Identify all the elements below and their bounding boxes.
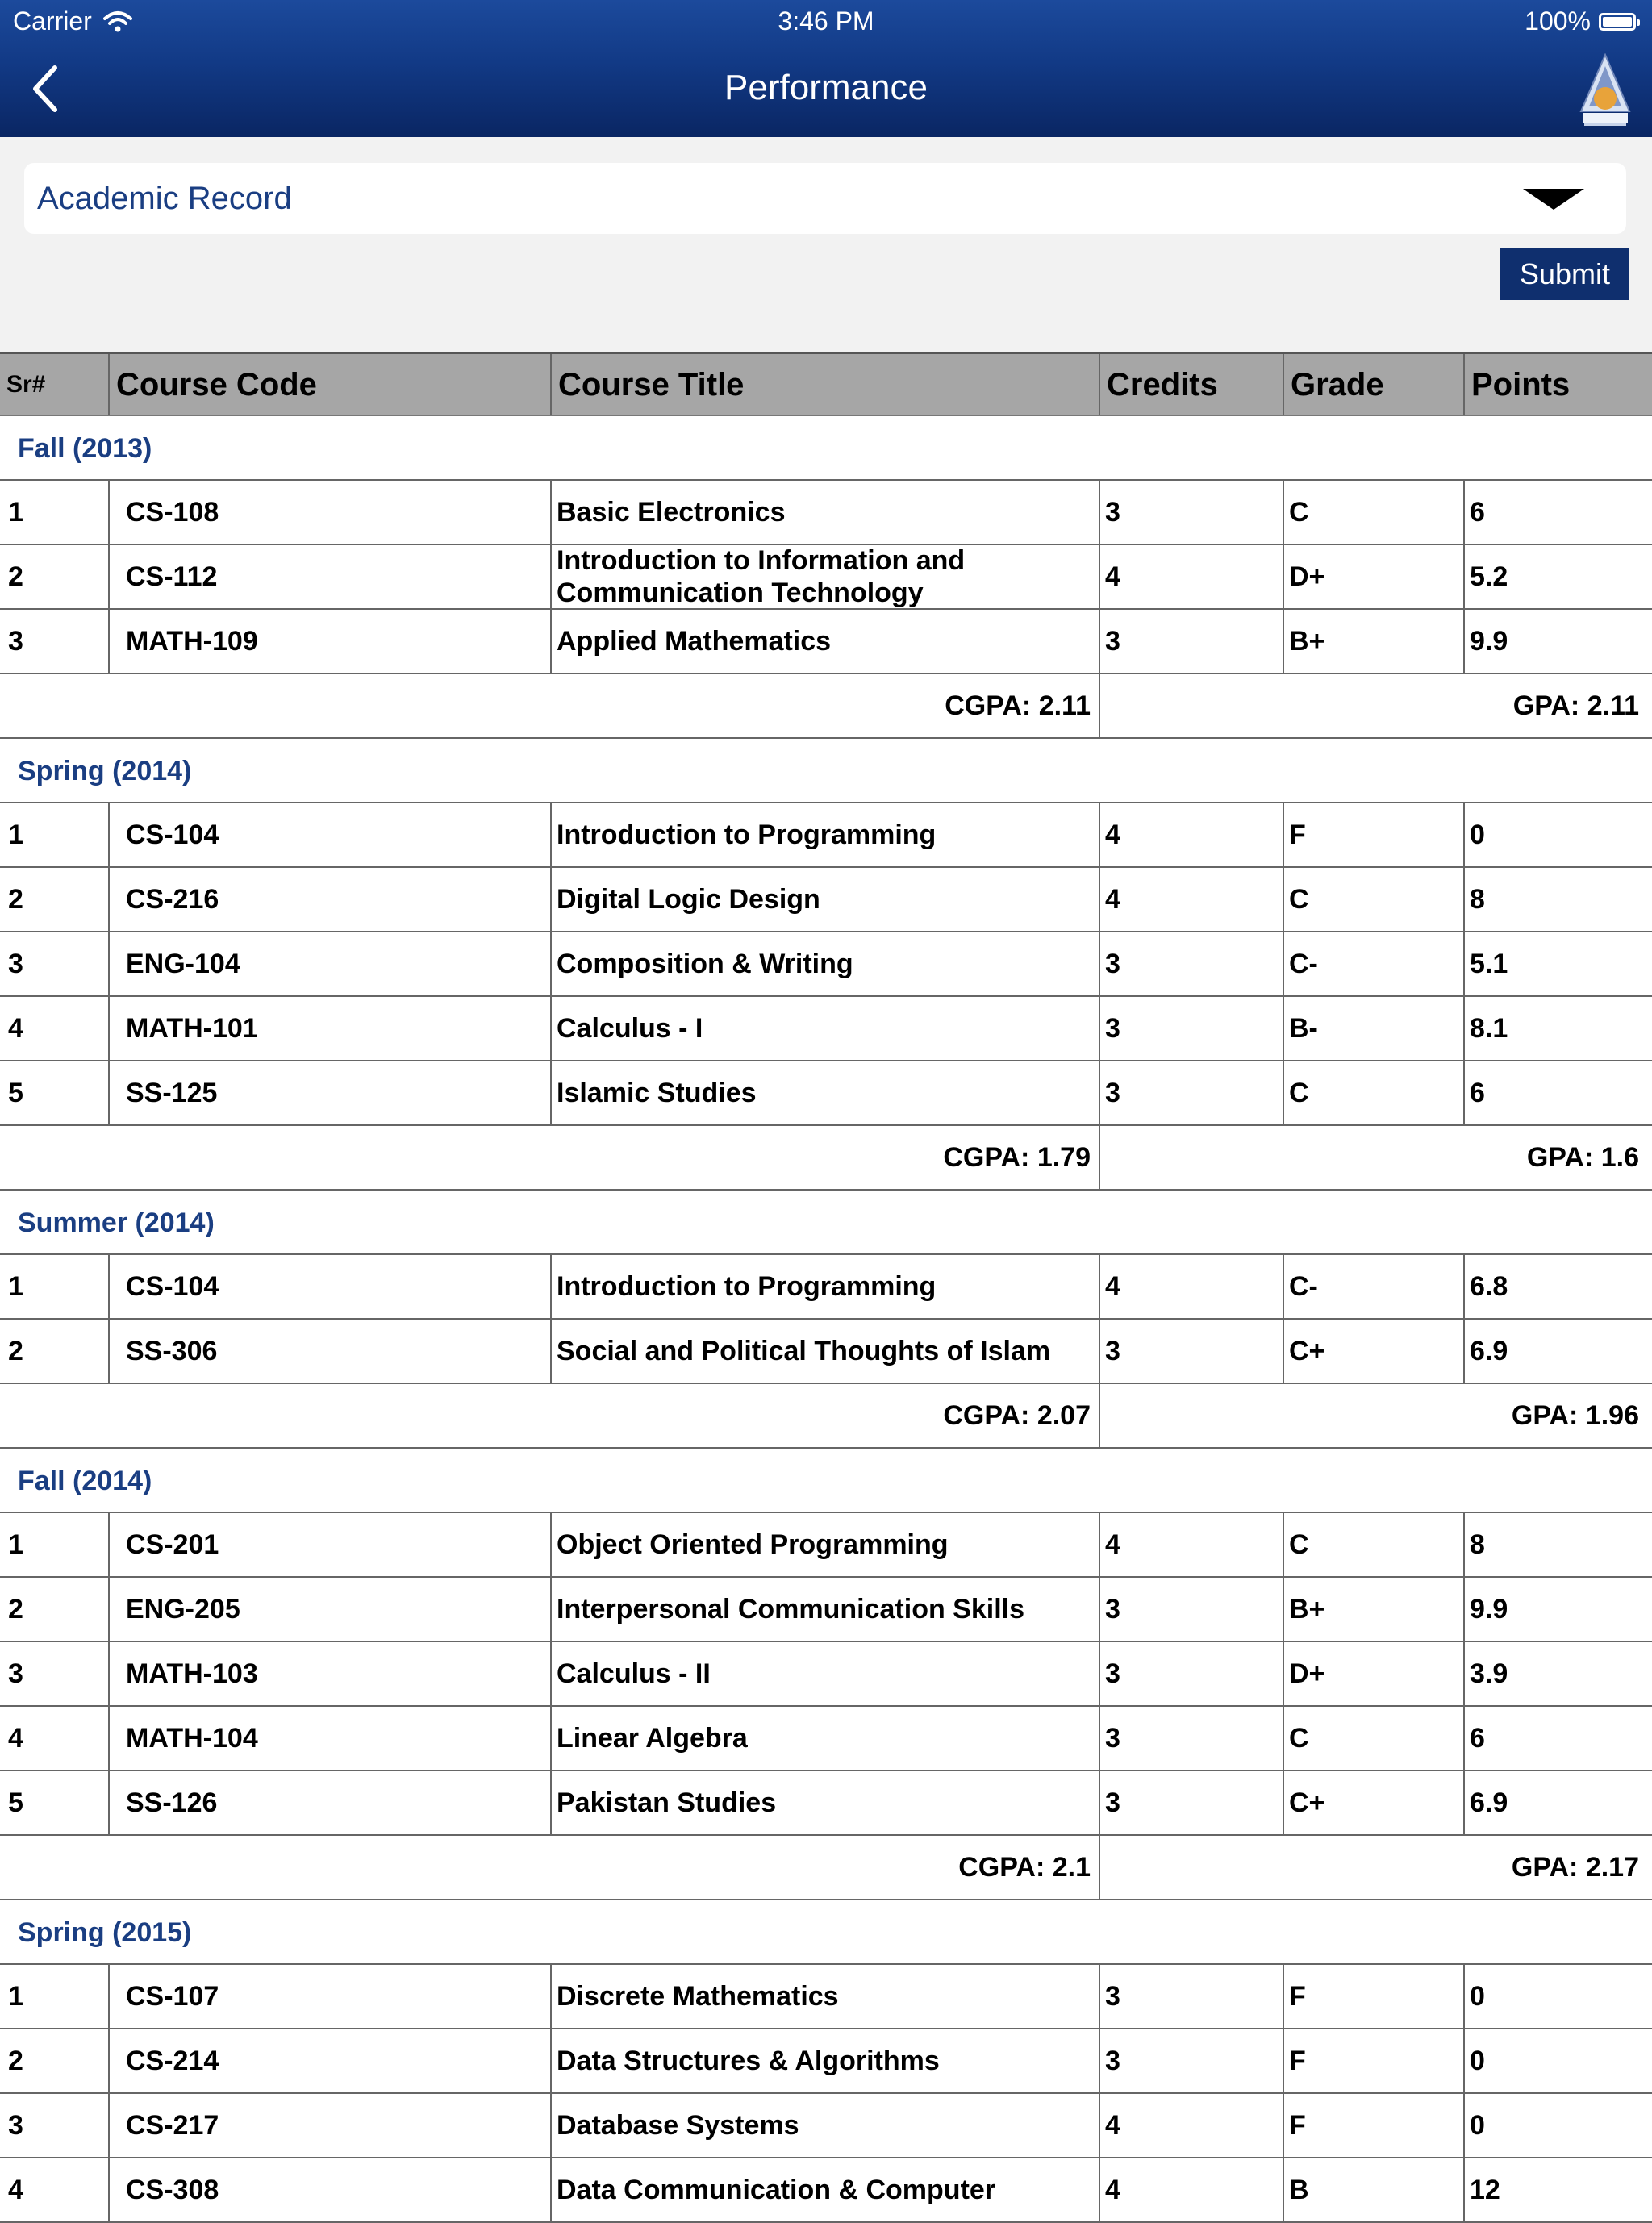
battery-group [1525,6,1636,36]
cell-course-title: Social and Political Thoughts of Islam [550,1320,1099,1383]
table-row [0,1771,1652,1836]
cell-points: 6 [1463,1061,1652,1124]
cell-grade: B+ [1283,1578,1463,1641]
cell-sr: 4 [8,1013,23,1044]
header-course-title: Course Title [550,354,1099,415]
cell-sr: 1 [8,1271,23,1302]
header-sr: Sr# [6,371,46,398]
cell-credits: 3 [1099,1965,1283,2028]
cell-course-code: SS-306 [108,1320,550,1383]
gpa-value: GPA: 1.6 [1099,1126,1652,1189]
cell-points: 0 [1463,2094,1652,2157]
cell-sr: 2 [8,884,23,915]
cell-sr: 3 [8,626,23,657]
battery-icon [1599,13,1636,31]
cell-sr: 1 [8,1981,23,2012]
cell-grade: C- [1283,1255,1463,1318]
cell-course-code: CS-201 [108,1513,550,1576]
cell-grade: C [1283,1707,1463,1770]
cell-grade: C [1283,1513,1463,1576]
cell-course-title: Interpersonal Communication Skills [550,1578,1099,1641]
cell-sr: 3 [8,2110,23,2141]
cell-credits: 4 [1099,803,1283,866]
cell-course-title: Islamic Studies [550,1061,1099,1124]
table-row [0,1320,1652,1384]
table-row [0,545,1652,610]
cell-points: 0 [1463,1965,1652,2028]
cell-course-title: Calculus - I [550,997,1099,1060]
cell-course-title: Introduction to Information and Communication Technology [550,545,1099,608]
table-row [0,1061,1652,1126]
cell-course-title: Calculus - II [550,1642,1099,1705]
cell-grade: B+ [1283,610,1463,673]
cell-grade: F [1283,803,1463,866]
navigation-bar [0,0,1652,137]
table-row [0,803,1652,868]
university-logo-icon [1575,53,1636,129]
cell-points: 6 [1463,1707,1652,1770]
cell-course-title: Introduction to Programming [550,1255,1099,1318]
cell-credits: 3 [1099,997,1283,1060]
cell-points: 9.9 [1463,1578,1652,1641]
table-header [0,352,1652,416]
table-row [0,1642,1652,1707]
cell-course-title: Basic Electronics [550,481,1099,544]
header-points: Points [1463,354,1652,415]
cell-points: 6 [1463,481,1652,544]
cell-course-title: Data Communication & Computer [550,2158,1099,2221]
cell-grade: B [1283,2158,1463,2221]
cell-points: 5.1 [1463,932,1652,995]
cell-course-code: CS-214 [108,2029,550,2092]
cell-course-code: SS-126 [108,1771,550,1834]
cell-course-code: CS-112 [108,545,550,608]
chevron-down-icon[interactable] [1523,189,1584,210]
cell-course-code: CS-308 [108,2158,550,2221]
cell-credits: 4 [1099,2158,1283,2221]
cell-credits: 4 [1099,868,1283,931]
cell-credits: 3 [1099,1707,1283,1770]
cell-points: 9.9 [1463,610,1652,673]
record-type-dropdown[interactable] [24,163,1626,234]
cell-sr: 2 [8,561,23,592]
cell-grade: C+ [1283,1320,1463,1383]
cgpa-value: CGPA: 2.1 [958,1852,1091,1883]
cell-grade: C+ [1283,1771,1463,1834]
cell-credits: 3 [1099,481,1283,544]
table-row [0,1255,1652,1320]
cell-points: 3.9 [1463,1642,1652,1705]
cell-course-code: MATH-109 [108,610,550,673]
cell-course-title: Discrete Mathematics [550,1965,1099,2028]
cell-course-title: Database Systems [550,2094,1099,2157]
cell-sr: 2 [8,2046,23,2076]
cell-course-code: MATH-104 [108,1707,550,1770]
gpa-value: GPA: 2.17 [1099,1836,1652,1899]
cell-course-code: MATH-101 [108,997,550,1060]
cell-credits: 3 [1099,1578,1283,1641]
cell-credits: 3 [1099,2029,1283,2092]
gpa-value: GPA: 2.11 [1099,674,1652,737]
carrier-label: Carrier [13,6,92,35]
cell-points: 6.8 [1463,1255,1652,1318]
submit-button[interactable]: Submit [1500,248,1629,300]
cell-points: 8.1 [1463,997,1652,1060]
cell-sr: 2 [8,1336,23,1366]
header-course-code: Course Code [108,354,550,415]
cell-credits: 3 [1099,1642,1283,1705]
gpa-summary-row [0,674,1652,739]
cell-course-code: CS-216 [108,868,550,931]
table-row [0,1965,1652,2029]
cell-points: 8 [1463,868,1652,931]
cell-course-code: CS-217 [108,2094,550,2157]
cell-credits: 3 [1099,1320,1283,1383]
cell-credits: 3 [1099,610,1283,673]
gpa-summary-row [0,1126,1652,1191]
header-credits: Credits [1099,354,1283,415]
cell-course-title: Introduction to Programming [550,803,1099,866]
cell-grade: F [1283,1965,1463,2028]
cell-credits: 4 [1099,1255,1283,1318]
table-row [0,1578,1652,1642]
cell-points: 5.2 [1463,545,1652,608]
cell-grade: D+ [1283,1642,1463,1705]
cell-grade: C [1283,481,1463,544]
cell-course-code: ENG-205 [108,1578,550,1641]
cell-course-code: MATH-103 [108,1642,550,1705]
battery-percent: 100% [1525,6,1591,35]
semester-heading: Spring (2015) [0,1900,1652,1965]
cell-course-title: Linear Algebra [550,1707,1099,1770]
status-bar [0,0,1652,45]
cell-points: 8 [1463,1513,1652,1576]
gpa-value: GPA: 1.96 [1099,1384,1652,1447]
cell-sr: 4 [8,2175,23,2205]
cell-sr: 3 [8,1658,23,1689]
academic-record-table [0,352,1652,2223]
cell-course-title: Digital Logic Design [550,868,1099,931]
cell-points: 6.9 [1463,1771,1652,1834]
table-row [0,481,1652,545]
cell-sr: 2 [8,1594,23,1624]
table-row [0,1513,1652,1578]
cell-sr: 5 [8,1078,23,1108]
table-row [0,1707,1652,1771]
semester-heading: Fall (2013) [0,416,1652,481]
cell-credits: 4 [1099,2094,1283,2157]
page-title: Performance [724,68,928,107]
cell-grade: C [1283,1061,1463,1124]
cgpa-value: CGPA: 2.07 [943,1400,1091,1431]
gpa-summary-row [0,1384,1652,1449]
dropdown-selected-value: Academic Record [37,181,292,216]
cell-course-code: CS-107 [108,1965,550,2028]
table-row [0,997,1652,1061]
cell-course-title: Composition & Writing [550,932,1099,995]
cell-credits: 3 [1099,932,1283,995]
cell-course-code: CS-104 [108,803,550,866]
cell-grade: C- [1283,932,1463,995]
cell-sr: 1 [8,1529,23,1560]
table-row [0,2094,1652,2158]
semester-heading: Fall (2014) [0,1449,1652,1513]
cell-sr: 1 [8,497,23,528]
cgpa-value: CGPA: 1.79 [943,1142,1091,1173]
table-row [0,610,1652,674]
cell-course-title: Applied Mathematics [550,610,1099,673]
cell-grade: F [1283,2029,1463,2092]
cell-sr: 4 [8,1723,23,1754]
cell-points: 6.9 [1463,1320,1652,1383]
cell-grade: B- [1283,997,1463,1060]
cell-points: 12 [1463,2158,1652,2221]
table-row [0,868,1652,932]
cell-credits: 4 [1099,1513,1283,1576]
semester-heading: Summer (2014) [0,1191,1652,1255]
table-row [0,2029,1652,2094]
record-selector-panel [0,137,1652,355]
cell-course-code: SS-125 [108,1061,550,1124]
cell-course-code: CS-104 [108,1255,550,1318]
table-row [0,2158,1652,2223]
cell-points: 0 [1463,2029,1652,2092]
cell-grade: F [1283,2094,1463,2157]
cell-credits: 3 [1099,1061,1283,1124]
cell-course-code: CS-108 [108,481,550,544]
cell-grade: D+ [1283,545,1463,608]
cell-course-title: Pakistan Studies [550,1771,1099,1834]
gpa-summary-row [0,1836,1652,1900]
cell-grade: C [1283,868,1463,931]
cell-sr: 1 [8,820,23,850]
cell-credits: 4 [1099,545,1283,608]
cell-course-title: Data Structures & Algorithms [550,2029,1099,2092]
cgpa-value: CGPA: 2.11 [945,690,1091,721]
table-body [0,416,1652,2223]
header-grade: Grade [1283,354,1463,415]
cell-course-title: Object Oriented Programming [550,1513,1099,1576]
cell-course-code: ENG-104 [108,932,550,995]
cell-sr: 3 [8,949,23,979]
cell-credits: 3 [1099,1771,1283,1834]
status-time: 3:46 PM [778,6,874,35]
cell-sr: 5 [8,1787,23,1818]
cell-points: 0 [1463,803,1652,866]
table-row [0,932,1652,997]
semester-heading: Spring (2014) [0,739,1652,803]
